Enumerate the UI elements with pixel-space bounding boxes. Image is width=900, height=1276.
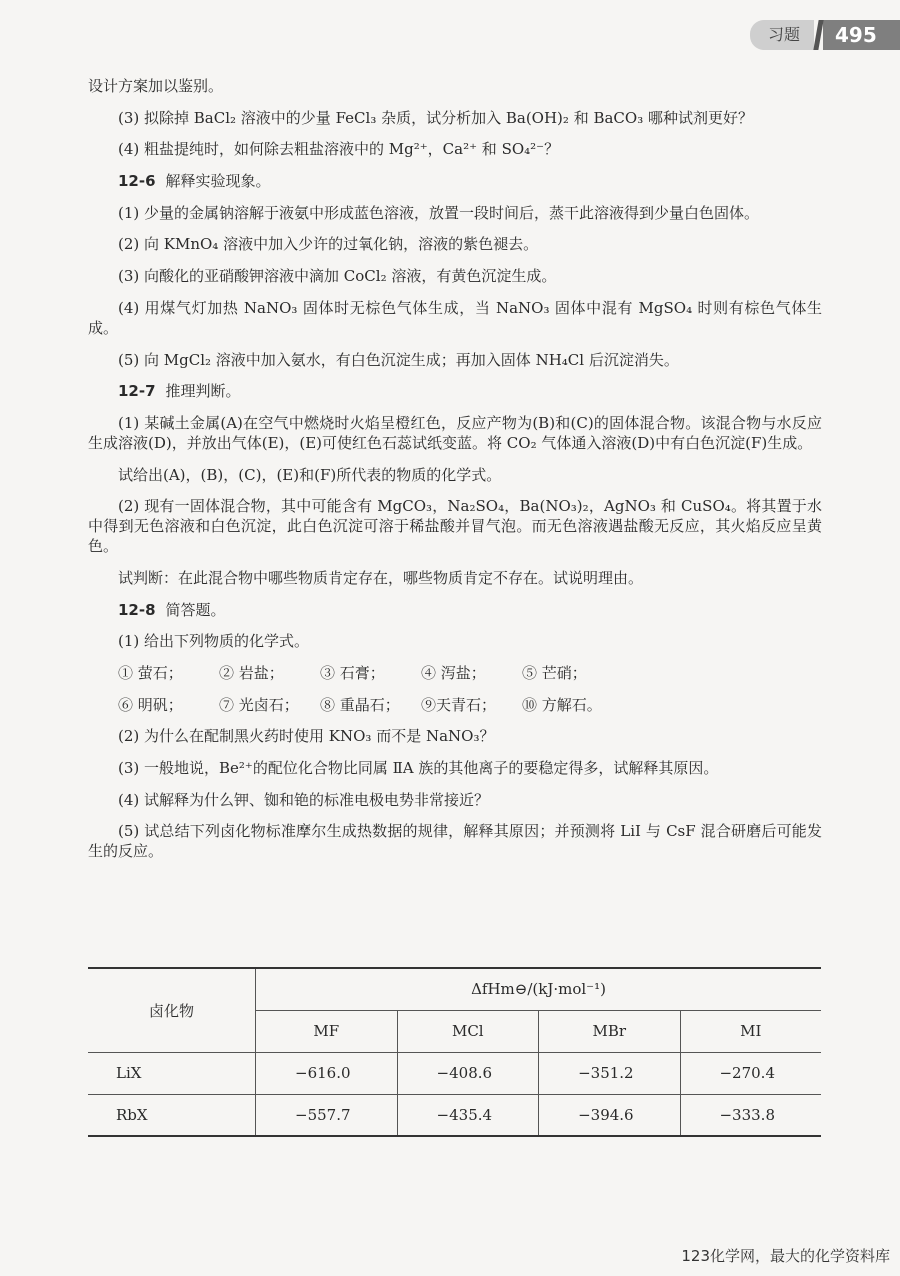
question-number: 12-7 <box>118 382 156 401</box>
text-line: (5) 向 MgCl₂ 溶液中加入氨水，有白色沉淀生成；再加入固体 NH₄Cl 后沉淀消失。 <box>118 350 679 369</box>
text-line: (2) 现有一固体混合物，其中可能含有 MgCO₃，Na₂SO₄，Ba(NO₃)₂，AgNO₃ 和 CuSO₄。将其置于水中得到无色溶液和白色沉淀，此白色沉淀可溶于稀盐酸并冒气泡。而无色溶液遇盐酸无反应，其火焰反应呈黄色。 <box>88 497 822 556</box>
question-title: 推理判断。 <box>165 382 241 401</box>
text-line: 试给出(A)，(B)，(C)，(E)和(F)所代表的物质的化学式。 <box>118 465 502 484</box>
page-header-tab <box>750 20 900 50</box>
text-line: (4) 粗盐提纯时，如何除去粗盐溶液中的 Mg²⁺，Ca²⁺ 和 SO₄²⁻？ <box>118 140 560 159</box>
text-line: (2) 向 KMnO₄ 溶液中加入少许的过氧化钠，溶液的紫色褪去。 <box>118 235 539 254</box>
table-corner-header: 卤化物 <box>88 968 256 1052</box>
row-header: RbX <box>116 1105 148 1124</box>
mineral-item: ④ 泻盐； <box>421 664 486 682</box>
text-line: (3) 一般地说，Be²⁺的配位化合物比同属 ⅡA 族的其他离子的要稳定得多，试解释其原因。 <box>118 759 719 778</box>
row-header: LiX <box>88 1052 256 1094</box>
halide-enthalpy-table <box>88 967 821 1137</box>
question-12-7-heading <box>88 381 822 401</box>
text-line: (1) 少量的金属钠溶解于液氨中形成蓝色溶液，放置一段时间后，蒸干此溶液得到少量白色固体。 <box>118 203 760 222</box>
text-line: (1) 某碱土金属(A)在空气中燃烧时火焰呈橙红色，反应产物为(B)和(C)的固体混合物。该混合物与水反应生成溶液(D)，并放出气体(E)，(E)可使红色石蕊试纸变蓝。将 CO₂ 气体通入溶液(D)中有白色沉淀(F)生成。 <box>88 413 822 452</box>
mineral-item: ⑧ 重晶石； <box>320 695 400 714</box>
text-line: (2) 为什么在配制黑火药时使用 KNO₃ 而不是 NaNO₃？ <box>118 727 495 746</box>
table-cell: −408.6 <box>397 1052 539 1094</box>
question-12-8-heading <box>88 600 822 620</box>
table-cell: −351.2 <box>539 1052 681 1094</box>
mineral-item: ③ 石膏； <box>320 664 385 682</box>
table-row <box>88 1052 821 1094</box>
text-line: (3) 拟除掉 BaCl₂ 溶液中的少量 FeCl₃ 杂质，试分析加入 Ba(OH)₂ 和 BaCO₃ 哪种试剂更好？ <box>118 108 753 127</box>
table-group-header: ΔfHm⊖/(kJ·mol⁻¹) <box>256 968 822 1010</box>
text-line: (4) 试解释为什么钾、铷和铯的标准电极电势非常接近？ <box>118 790 490 809</box>
watermark-footer: 123化学网，最大的化学资料库 <box>681 1247 890 1265</box>
text-line: (5) 试总结下列卤化物标准摩尔生成热数据的规律，解释其原因；并预测将 LiI 与 CsF 混合研磨后可能发生的反应。 <box>88 822 822 861</box>
mineral-item: ⑥ 明矾； <box>118 695 183 714</box>
table-row <box>88 1094 821 1136</box>
question-title: 解释实验现象。 <box>165 172 271 191</box>
question-12-6-heading <box>88 171 822 191</box>
mineral-list-row <box>88 695 822 715</box>
text-line: 试判断：在此混合物中哪些物质肯定存在，哪些物质肯定不存在。试说明理由。 <box>118 568 644 587</box>
text-line: (3) 向酸化的亚硝酸钾溶液中滴加 CoCl₂ 溶液，有黄色沉淀生成。 <box>118 267 557 286</box>
question-number: 12-8 <box>118 600 156 619</box>
text-line: (4) 用煤气灯加热 NaNO₃ 固体时无棕色气体生成，当 NaNO₃ 固体中混有 MgSO₄ 时则有棕色气体生成。 <box>88 298 822 337</box>
exercise-text <box>88 76 822 873</box>
mineral-list-row <box>88 663 822 683</box>
table-cell: −333.8 <box>680 1094 821 1136</box>
text-line: (1) 给出下列物质的化学式。 <box>118 632 310 651</box>
text-line: 设计方案加以鉴别。 <box>88 77 224 95</box>
table-cell: −435.4 <box>397 1094 539 1136</box>
question-title: 简答题。 <box>165 600 226 619</box>
table-cell: −616.0 <box>256 1052 398 1094</box>
table-cell: −557.7 <box>256 1094 398 1136</box>
page-number: 495 <box>823 20 900 50</box>
mineral-item: ⑤ 芒硝； <box>522 664 587 682</box>
column-header: MCl <box>397 1010 539 1052</box>
mineral-item: ⑦ 光卤石； <box>219 695 299 714</box>
column-header: MF <box>256 1010 398 1052</box>
mineral-item: ⑨天青石； <box>421 695 497 714</box>
section-label: 习题 <box>750 20 814 50</box>
table-cell: −270.4 <box>680 1052 821 1094</box>
column-header: MI <box>680 1010 821 1052</box>
mineral-item: ② 岩盐； <box>219 664 284 682</box>
column-header: MBr <box>539 1010 681 1052</box>
question-number: 12-6 <box>118 172 156 191</box>
table-cell: −394.6 <box>539 1094 681 1136</box>
mineral-item: ⑩ 方解石。 <box>522 695 602 714</box>
mineral-item: ① 萤石； <box>118 664 183 682</box>
